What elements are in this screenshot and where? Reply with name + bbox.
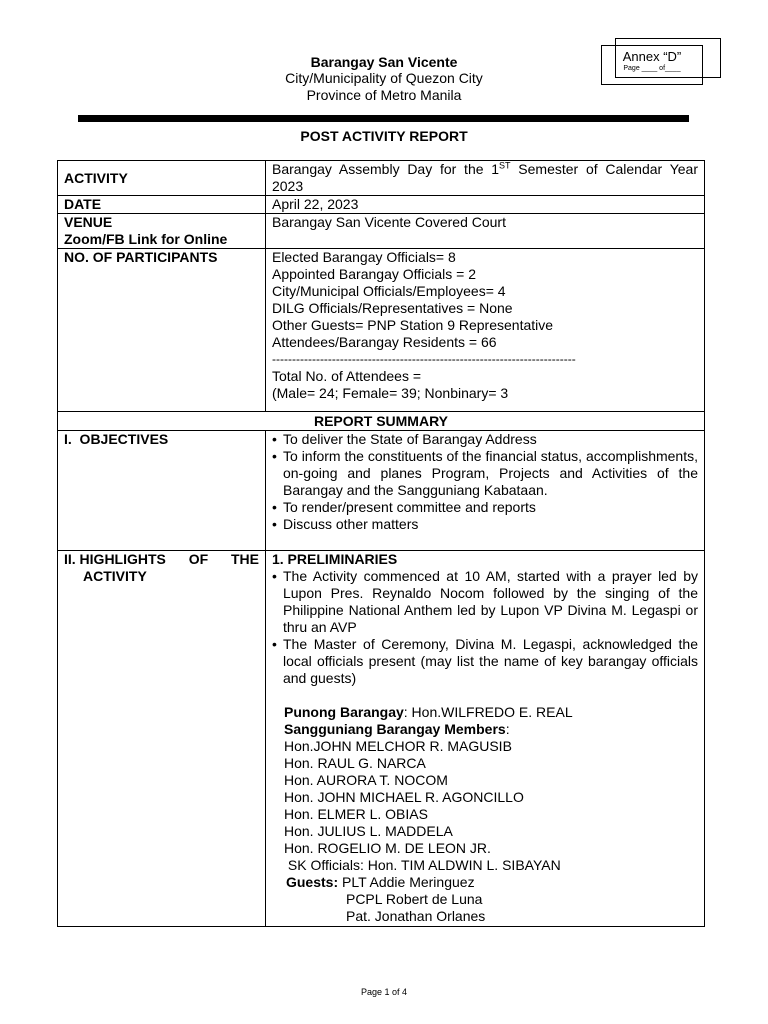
date-label: DATE [58, 196, 266, 214]
member-name: Hon. RAUL G. NARCA [283, 755, 426, 771]
highlights-list [272, 568, 698, 687]
participants-line: DILG Officials/Representatives = None [271, 300, 513, 316]
objectives-label: I. OBJECTIVES [58, 431, 266, 551]
barangay-name: Barangay San Vicente [310, 54, 458, 70]
sk-officials: SK Officials: Hon. TIM ALDWIN L. SIBAYAN [283, 857, 561, 873]
guest-name: PLT Addie Meringuez [342, 874, 475, 890]
preliminaries-heading: 1. PRELIMINARIES [271, 551, 398, 567]
participants-line: Other Guests= PNP Station 9 Representative [271, 317, 554, 333]
province-name: Province of Metro Manila [306, 87, 462, 103]
objectives-value [265, 431, 704, 551]
row-venue [58, 214, 705, 249]
highlights-label [58, 551, 266, 927]
row-objectives [58, 431, 705, 551]
report-title: POST ACTIVITY REPORT [300, 128, 468, 144]
activity-label: ACTIVITY [58, 161, 266, 196]
guest-name: Pat. Jonathan Orlanes [345, 908, 486, 924]
report-table [57, 160, 705, 927]
summary-heading: REPORT SUMMARY [58, 412, 705, 431]
row-summary-heading [58, 412, 705, 431]
member-name: Hon. JULIUS L. MADDELA [283, 823, 453, 839]
member-name: Hon. ROGELIO M. DE LEON JR. [283, 840, 491, 856]
activity-value [265, 161, 704, 196]
guest-name: PCPL Robert de Luna [345, 891, 483, 907]
member-name: Hon. ELMER L. OBIAS [283, 806, 428, 822]
objectives-list [272, 431, 698, 533]
objective-item: • Discuss other matters [283, 516, 698, 533]
venue-label-main: VENUE [64, 214, 113, 230]
row-activity [58, 161, 705, 196]
objective-item: • To deliver the State of Barangay Address [283, 431, 698, 448]
row-date [58, 196, 705, 214]
participants-line: Appointed Barangay Officials = 2 [271, 266, 477, 282]
participants-separator: ---------------------------------------------------------------------------- [271, 352, 576, 366]
punong-line [284, 704, 698, 721]
activity-value-pre: Barangay Assembly Day for the 1 [271, 161, 500, 177]
punong-label: Punong Barangay [283, 704, 404, 720]
annex-page-line: Page ____ of____ [623, 65, 681, 72]
objective-item: • To inform the constituents of the financial status, accomplishments, on-going and planes Program, Projects and Activities of the Barangay and the Sangguniang Kabataan. [283, 448, 698, 499]
highlights-label-d: ACTIVITY [83, 568, 147, 584]
page-footer: Page 1 of 4 [360, 987, 408, 997]
participants-line: City/Municipal Officials/Employees= 4 [271, 283, 506, 299]
participants-label: NO. OF PARTICIPANTS [58, 249, 266, 412]
activity-value-sup: ST [499, 160, 511, 171]
participants-total: Total No. of Attendees = [271, 368, 422, 384]
guests-line [284, 874, 698, 891]
punong-value: : Hon.WILFREDO E. REAL [403, 704, 573, 720]
spacer [272, 687, 698, 704]
header-divider [78, 115, 689, 122]
highlights-label-c: THE [230, 551, 259, 567]
objective-item: • To render/present committee and reports [283, 499, 698, 516]
city-name: City/Municipality of Quezon City [285, 70, 483, 86]
highlights-label-b: OF [188, 551, 209, 567]
participants-value [265, 249, 704, 412]
venue-label [58, 214, 266, 249]
annex-title: Annex “D” [622, 49, 682, 64]
officials-list [272, 704, 698, 925]
venue-label-online: Zoom/FB Link for Online [64, 231, 228, 247]
row-participants [58, 249, 705, 412]
member-name: Hon. AURORA T. NOCOM [283, 772, 448, 788]
participants-breakdown: (Male= 24; Female= 39; Nonbinary= 3 [271, 385, 509, 401]
highlights-label-line [64, 551, 259, 568]
members-colon: : [505, 721, 510, 737]
venue-value: Barangay San Vicente Covered Court [265, 214, 704, 249]
participants-line: Elected Barangay Officials= 8 [271, 249, 456, 265]
members-line [284, 721, 698, 738]
member-name: Hon. JOHN MICHAEL R. AGONCILLO [283, 789, 524, 805]
highlight-item: • The Master of Ceremony, Divina M. Legaspi, acknowledged the local officials present (may list the name of key barangay officials and guests) [283, 636, 698, 687]
participants-line: Attendees/Barangay Residents = 66 [271, 334, 497, 350]
activity-value-post: Semester of Calendar Year 2023 [271, 161, 698, 194]
member-name: Hon.JOHN MELCHOR R. MAGUSIB [283, 738, 512, 754]
highlight-item: • The Activity commenced at 10 AM, started with a prayer led by Lupon Pres. Reynaldo Nocom followed by the singing of the Philippine National Anthem led by Lupon VP Divina M. Legaspi or thru an AVP [283, 568, 698, 636]
highlights-label-a: II. HIGHLIGHTS [64, 551, 166, 567]
highlights-value [265, 551, 704, 927]
date-value: April 22, 2023 [265, 196, 704, 214]
members-label: Sangguniang Barangay Members [283, 721, 506, 737]
row-highlights [58, 551, 705, 927]
guests-label: Guests: [285, 874, 339, 890]
